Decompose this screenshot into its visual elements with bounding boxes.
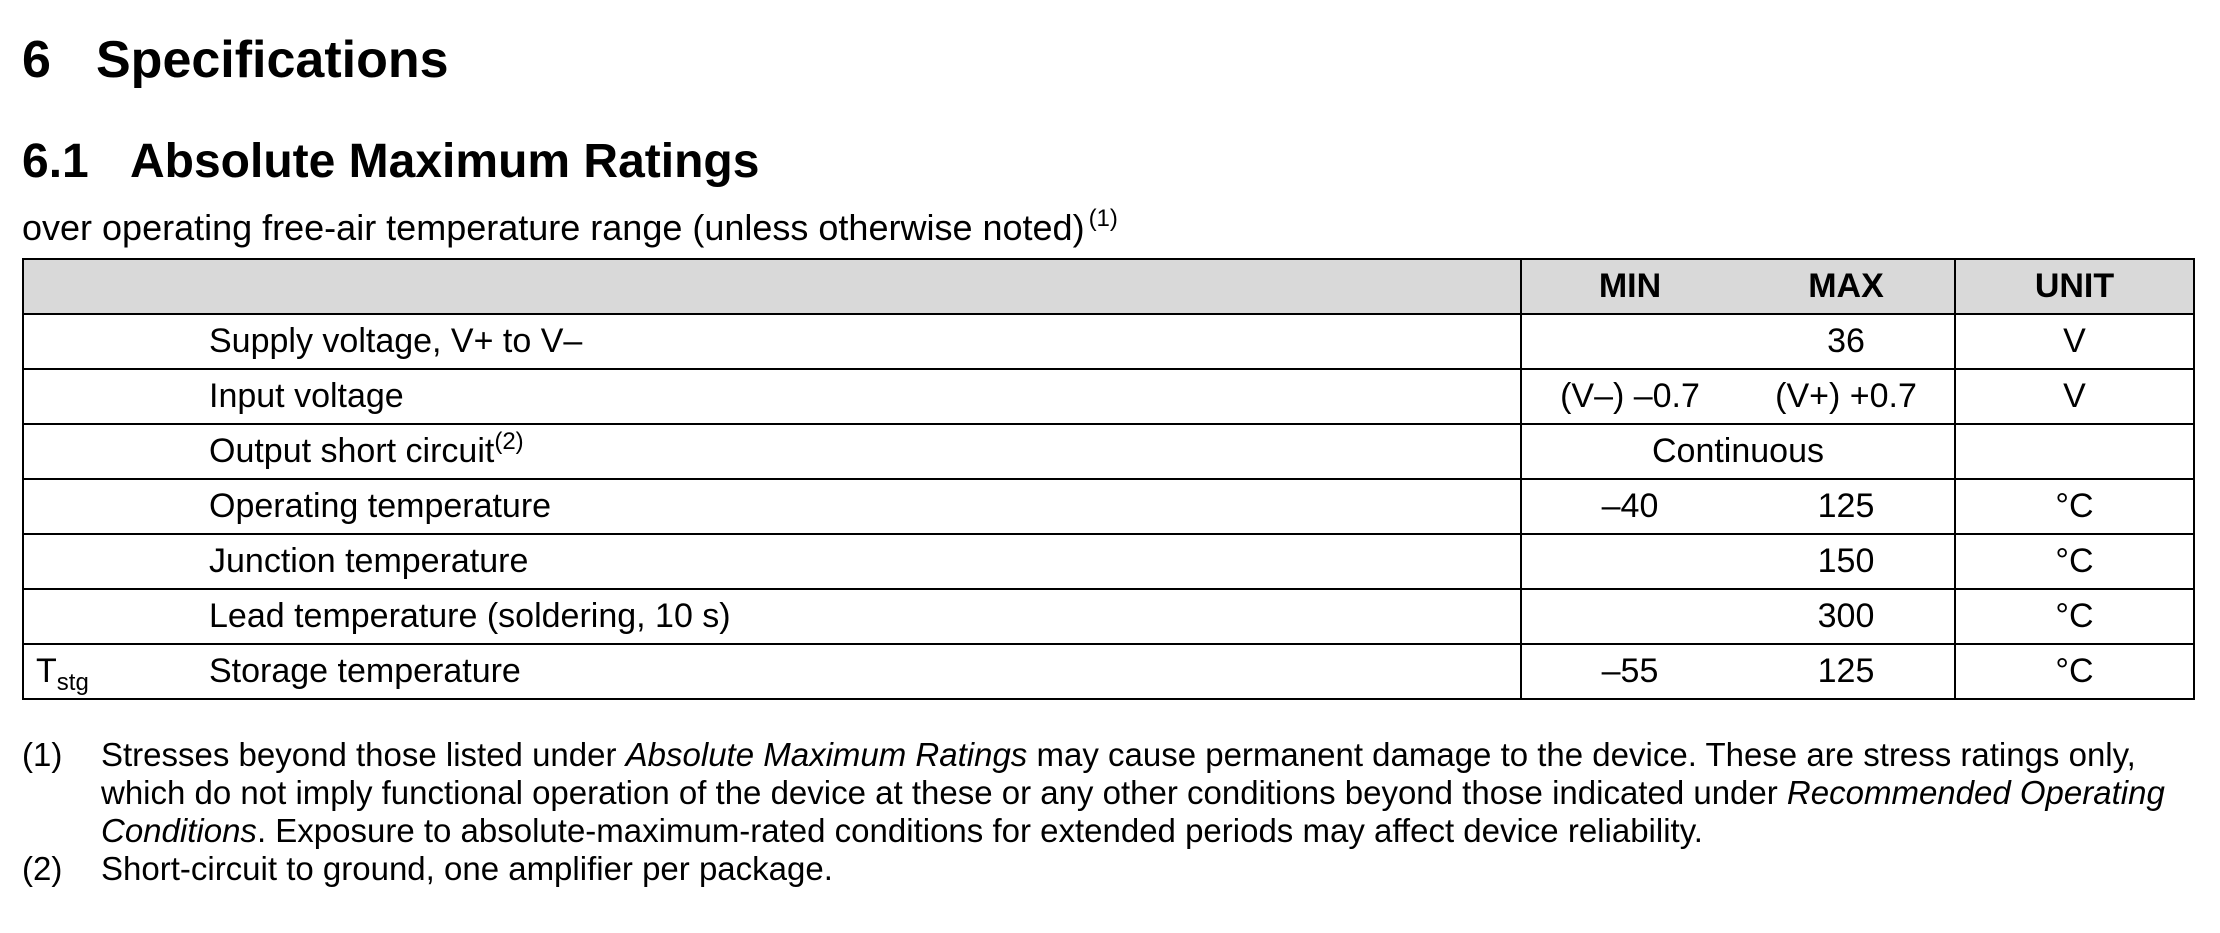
table-condition-note <box>22 206 1118 255</box>
unit-cell: °C <box>1955 644 2194 699</box>
header-cell-min: MIN <box>1521 259 1738 314</box>
header-cell-max: MAX <box>1738 259 1955 314</box>
parameter-label: Lead temperature (soldering, 10 s) <box>209 597 731 635</box>
parameter-cell <box>209 589 1521 644</box>
unit-cell: V <box>1955 314 2194 369</box>
parameter-label: Supply voltage, V+ to V– <box>209 322 583 360</box>
parameter-cell <box>209 479 1521 534</box>
parameter-label: Input voltage <box>209 377 404 415</box>
symbol-subscript: stg <box>56 669 89 696</box>
footnote-text <box>101 736 2202 850</box>
min-cell: –55 <box>1521 644 1738 699</box>
unit-cell: °C <box>1955 479 2194 534</box>
max-cell: 36 <box>1738 314 1955 369</box>
max-cell: 125 <box>1738 644 1955 699</box>
max-cell: 300 <box>1738 589 1955 644</box>
footnote-marker: (2) <box>22 850 63 887</box>
table-condition-text: over operating free-air temperature range (unless otherwise noted) <box>22 207 1085 248</box>
min-cell: (V–) –0.7 <box>1521 369 1738 424</box>
parameter-label: Output short circuit <box>209 432 495 470</box>
table-row <box>23 534 2194 589</box>
table-row <box>23 479 2194 534</box>
unit-cell: V <box>1955 369 2194 424</box>
footnote-1 <box>22 736 2202 850</box>
unit-cell: °C <box>1955 534 2194 589</box>
min-cell <box>1521 534 1738 589</box>
min-cell <box>1521 589 1738 644</box>
table-row <box>23 314 2194 369</box>
subsection-title: Absolute Maximum Ratings <box>130 135 760 188</box>
section-heading <box>22 30 449 90</box>
header-cell-unit: UNIT <box>1955 259 2194 314</box>
section-number: 6 <box>22 31 51 89</box>
section-title: Specifications <box>96 31 449 89</box>
symbol-cell <box>23 644 209 699</box>
footnote-italic-ref: Absolute Maximum Ratings <box>625 736 1028 773</box>
footnote-italic-ref: Recommended Operating Conditions <box>101 774 2165 849</box>
header-cell-symbol <box>23 259 209 314</box>
parameter-label: Junction temperature <box>209 542 529 580</box>
symbol-cell <box>23 314 209 369</box>
parameter-cell <box>209 644 1521 699</box>
footnote-ref-1[interactable]: (1) <box>1088 205 1118 232</box>
table-row <box>23 644 2194 699</box>
parameter-label: Operating temperature <box>209 487 552 525</box>
subsection-heading <box>22 134 759 190</box>
symbol-cell <box>23 589 209 644</box>
max-cell: 150 <box>1738 534 1955 589</box>
footnote-marker: (1) <box>22 736 63 773</box>
footnote-ref-2[interactable]: (2) <box>494 428 524 455</box>
header-cell-parameter <box>209 259 1521 314</box>
subsection-number: 6.1 <box>22 135 89 188</box>
footnote-text: Short-circuit to ground, one amplifier per package. <box>101 850 833 887</box>
table-row <box>23 369 2194 424</box>
symbol-cell <box>23 479 209 534</box>
min-cell: –40 <box>1521 479 1738 534</box>
unit-cell <box>1955 424 2194 479</box>
unit-cell: °C <box>1955 589 2194 644</box>
max-cell: (V+) +0.7 <box>1738 369 1955 424</box>
footnotes <box>22 736 2202 888</box>
footnote-text-run: may cause permanent damage to the device. These are stress ratings only, which do not imply functional operation of the device at these or any other conditions beyond those indicated under <box>101 736 2136 811</box>
symbol-cell <box>23 534 209 589</box>
parameter-label: Storage temperature <box>209 652 521 690</box>
parameter-cell <box>209 369 1521 424</box>
footnote-text-run: Stresses beyond those listed under <box>101 736 626 773</box>
footnote-2 <box>22 850 2202 888</box>
symbol-cell <box>23 369 209 424</box>
footnote-text-run: . Exposure to absolute-maximum-rated conditions for extended periods may affect device reliability. <box>256 812 1703 849</box>
table-row <box>23 424 2194 479</box>
symbol-cell <box>23 424 209 479</box>
parameter-cell <box>209 314 1521 369</box>
parameter-cell <box>209 424 1521 479</box>
max-cell: 125 <box>1738 479 1955 534</box>
symbol-label: T <box>36 652 57 690</box>
merged-value-cell: Continuous <box>1521 424 1955 479</box>
table-header-row <box>23 259 2194 314</box>
min-cell <box>1521 314 1738 369</box>
absolute-maximum-ratings-table <box>22 258 2195 700</box>
table-row <box>23 589 2194 644</box>
parameter-cell <box>209 534 1521 589</box>
